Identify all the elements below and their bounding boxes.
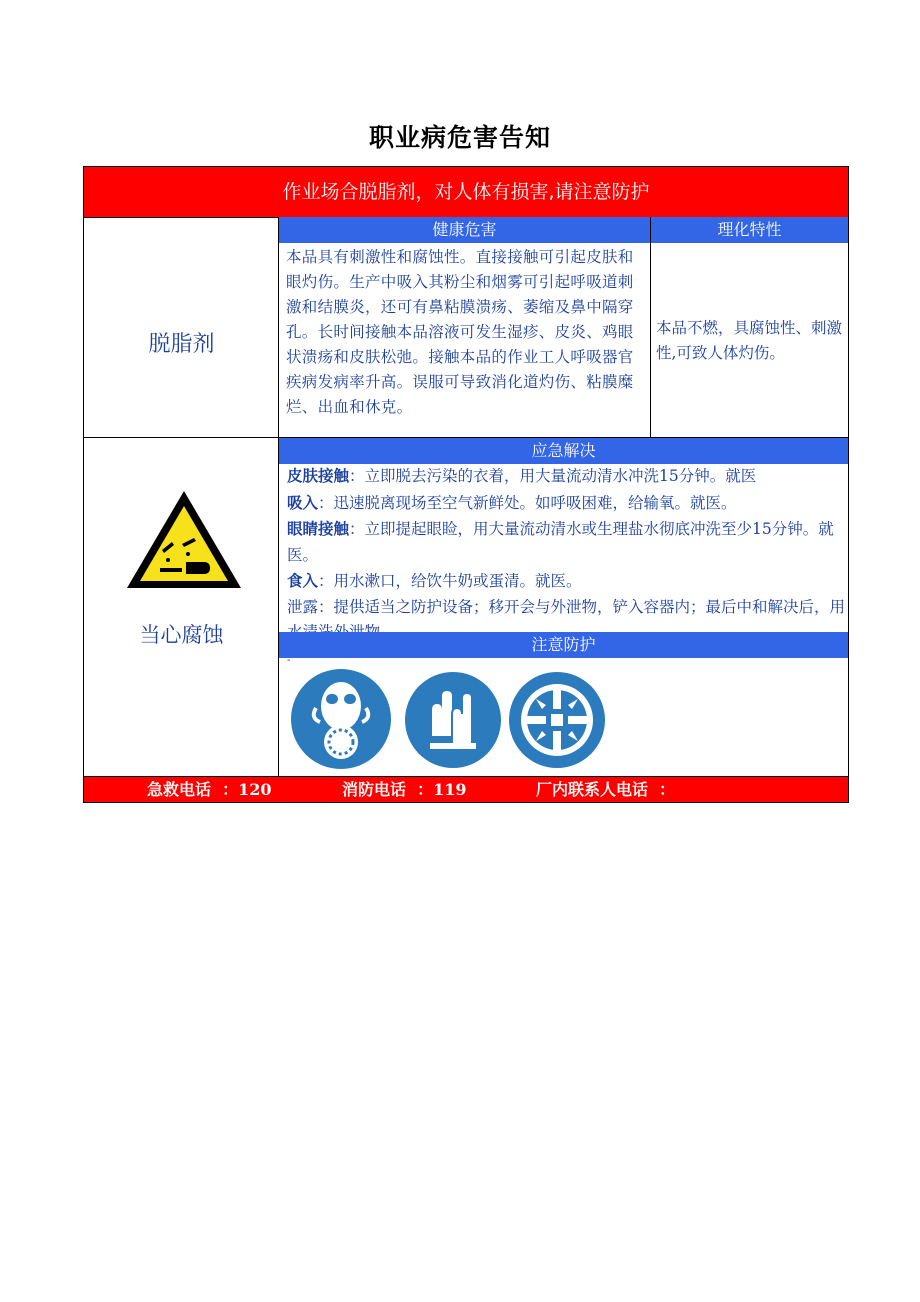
physchem-text: 本品不燃，具腐蚀性、刺激性,可致人体灼伤。	[656, 319, 843, 362]
emergency-text	[287, 463, 847, 646]
protective-gloves-icon	[404, 671, 502, 773]
health-hazard-text: 本品具有刺激性和腐蚀性。直接接触可引起皮肤和眼灼伤。生产中吸入其粉尘和烟雾可引起呼吸道刺激和结膜炎，还可有鼻粘膜溃疡、萎缩及鼻中隔穿孔。长时间接触本品溶液可发生湿疹、皮炎、鸡眼状溃疡和皮肤松弛。接触本品的作业工人呼吸器官疾病发病率升高。误服可导致消化道灼伤、粘膜糜烂、出血和休克。	[286, 248, 634, 416]
protection-header: 注意防护	[279, 632, 848, 658]
inhalation-label: 吸入	[287, 492, 319, 512]
hazard-sign-cell	[84, 438, 279, 777]
agent-name: 脱脂剂	[148, 332, 215, 357]
ingestion-label: 食入	[287, 571, 319, 590]
inhalation-line: 吸入：迅速脱离现场至空气新鲜处。如呼吸困难，给输氧。就医。	[287, 492, 737, 512]
eye-contact-line: 眼睛接触：立即提起眼睑，用大量流动清水或生理盐水彻底冲洗至少15分钟。就医。	[287, 519, 834, 564]
hazard-notice-table	[83, 166, 849, 803]
agent-cell	[84, 217, 279, 438]
warning-banner: 作业场合脱脂剂，对人体有损害,请注意防护	[84, 167, 848, 218]
hazard-label: 当心腐蚀	[139, 623, 224, 647]
contact-footer	[84, 777, 848, 802]
factory-contact-phone: 厂内联系人电话 ：	[536, 780, 676, 799]
emergency-header: 应急解决	[279, 438, 848, 464]
skin-contact-label: 皮肤接触	[287, 466, 350, 485]
leak-line: 泄露：提供适当之防护设备；移开会与外泄物，铲入容器内；最后中和解决后，用	[287, 597, 846, 616]
fire-phone: 消防电话 ：119	[342, 780, 467, 799]
skin-contact-line: 皮肤接触：立即脱去污染的衣着，用大量流动清水冲洗15分钟。就医	[287, 466, 757, 485]
health-hazard-header: 健康危害	[279, 217, 650, 243]
ingestion-line: 食入：用水漱口，给饮牛奶或蛋清。就医。	[287, 571, 582, 590]
physchem-header: 理化特性	[650, 217, 848, 243]
protection-mark: -	[287, 655, 291, 666]
protective-clothing-icon	[508, 671, 606, 773]
gas-mask-icon	[290, 668, 392, 774]
corrosion-warning-icon	[124, 488, 244, 596]
page-title: 职业病危害告知	[368, 123, 551, 152]
first-aid-phone: 急救电话 ：120	[147, 780, 272, 799]
eye-contact-label: 眼睛接触	[287, 519, 350, 538]
